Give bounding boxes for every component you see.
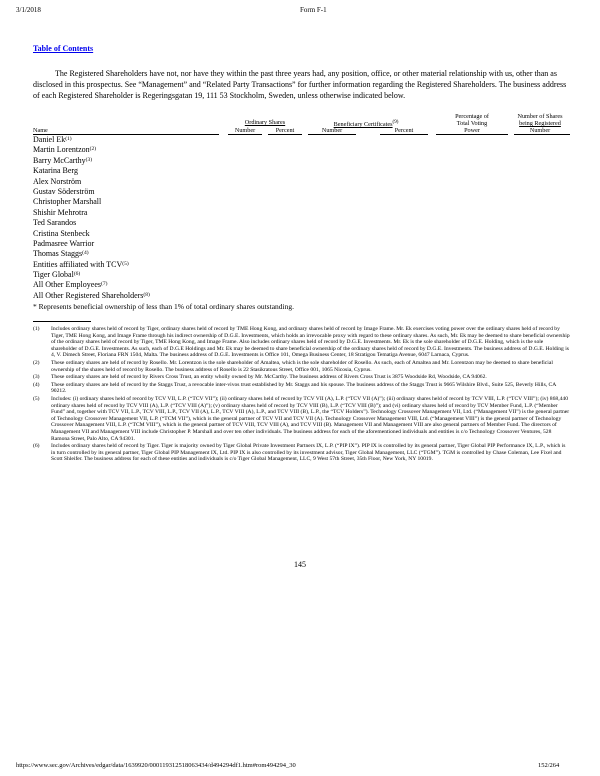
col-header-registered-line3: Number [529, 127, 551, 134]
col-header-registered-line2: being Registered [519, 120, 561, 127]
footnote-ref: (5) [122, 260, 129, 267]
shareholder-name: Christopher Marshall [33, 197, 102, 207]
footnote-item [33, 443, 570, 463]
footnote-ref: (3) [85, 156, 93, 163]
footnote-mark: (6) [33, 443, 40, 450]
group-header-bc-footnote: (9) [392, 120, 399, 125]
table-row [33, 134, 150, 144]
shareholder-name: Padmasree Warrior [33, 238, 95, 248]
footnote-mark: (5) [33, 395, 40, 402]
footnote-ref: (8) [143, 291, 150, 298]
header-rule-voting-power [436, 134, 508, 135]
page-number: 145 [294, 560, 306, 569]
shareholder-name: Cristina Stenbeck [33, 228, 90, 238]
footnote-item [33, 396, 570, 442]
beneficial-ownership-note: * Represents beneficial ownership of less than 1% of total ordinary shares outstanding. [33, 302, 294, 311]
footnote-text: These ordinary shares are held of record by the Staggs Trust, a revocable inter-vivos trust established by Mr. Staggs and his spouse. The business address of the Staggs Trust is 9665 Wilshire Blvd., Suite 525, Beverly Hills, CA 90212. [51, 381, 557, 395]
footnote-mark: (4) [33, 381, 40, 388]
shareholder-name: Ted Sarandos [33, 218, 77, 228]
col-header-voting-line1: Percentage of [455, 113, 489, 120]
shareholder-name: Daniel Ek [33, 135, 66, 144]
table-row [33, 165, 150, 175]
col-header-name: Name [33, 127, 48, 134]
shareholder-name: All Other Employees [33, 280, 101, 290]
col-header-voting-line2: Total Voting [456, 120, 488, 127]
footnote-ref: (2) [89, 146, 97, 153]
table-row [33, 155, 150, 165]
table-row [33, 290, 150, 300]
shareholder-name: Gustav Söderström [33, 186, 95, 196]
col-header-bc-percent: Percent [394, 127, 414, 134]
footnotes [33, 326, 570, 464]
footnote-mark: (3) [33, 374, 40, 381]
table-row [33, 196, 150, 206]
col-header-ordinary-number: Number [234, 127, 256, 134]
footer-url: https://www.sec.gov/Archives/edgar/data/1639920/000119312518063434/d494294df1.htm#rom494294_30 [16, 762, 296, 769]
col-header-voting-power [436, 113, 508, 134]
footnote-ref: (4) [82, 250, 89, 257]
col-header-ordinary-percent: Percent [275, 127, 295, 134]
footnote-ref: (7) [100, 281, 108, 288]
footnote-text: Includes: (i) ordinary shares held of record by TCV VII, L.P. (“TCV VII”); (ii) ordinary shares held of record by TCV VII (A), L.P. (“TCV VII (A)”); (iii) ordinary shares held of record by TCV VIII, L.P. (“TCV VIII”); (iv) 868,440 ordinary shares held of record by TCV VIII (A), L.P. (“TCV VIII (A)”); (v) ordinary shares held of record by TCV VIII (B), L.P. (“TCV VIII (B)”); and (vi) ordinary shares held of record by TCV Member Fund, L.P. (“Member Fund” and, together with TCV VII, L.P., TCV VIII, L.P., TCV VII (A), L.P., TCV VIII (A), L.P., and TCV VIII (B), L.P., the “TCV Holders”). Technology Crossover Management VII, Ltd. (“Management VII”) is the general partner of Technology Crossover Management VII, L.P. (“TCM VII”), which is the general partner of TCV VII and TCV VII (A). Technology Crossover Management VIII, Ltd. (“Management VIII”) is the general partner of Technology Crossover Management VIII, L.P. (“TCM VIII”), which is the general partner of TCV VIII, TCV VIII (A), and TCV VIII (B). Management VII and Management VIII are also general partners of Member Fund. The directors of Management VII and Management VIII include Christopher P. Marshall and over ten other individuals. The business address for each of the aforementioned individuals and entities is c/o Technology Crossover Ventures, 528 Ramona Street, Palo Alto, CA 94301. [51, 395, 570, 442]
footnote-text: These ordinary shares are held of record by Rivers Cross Trust, an entity wholly owned by Mr. McCarthy. The business address of Rivers Cross Trust is 3875 Woodside Rd, Woodside, CA 94062. [51, 374, 487, 381]
group-header-bc-label: Beneficiary Certificates [333, 121, 393, 129]
footnote-text: Includes ordinary shares held of record by Tiger, ordinary shares held of record by TME Hong Kong, and ordinary shares held of record by Image Frame. Mr. Ek exercises voting power over the ordinary shares held of record by Tiger, TME Hong Kong, and Image Frame through his indirect ownership of D.G.E. Investments, which holds an irrevocable proxy with regard to these ordinary shares. As such, Mr. Ek may be deemed to share beneficial ownership of the ordinary shares held of record by Tiger, TME Hong Kong, and Image Frame. Also includes ordinary shares held of record by D.G.E. Investments. Mr. Ek is the sole shareholder of D.G.E. Holding, which is the sole shareholder of D.G.E. Investments. As such, each of D.G.E Holdings and Mr. Ek may be deemed to share beneficial ownership of the ordinary shares held of record by D.G.E. Investments. The business address of D.G.E. Holding is 4, V. Dimech Street, Floriana FRN 1504, Malta. The business address of D.G.E. Investments is Office 101, Omega Business Center, 18 Stratigou Tematiga Avenue, 6047 Larnaca, Cyprus. [51, 326, 570, 359]
footnote-text: These ordinary shares are held of record by Rosello. Mr. Lorentzon is the sole shareholder of Amaltea, which is the sole shareholder of Rosello. As such, each of Amaltea and Mr. Lorentzon may be deemed to share beneficial ownership of the shares held of record by Rosello. The business address of Rosello is 22 Stasikratous Street, Office 001, 1065 Nicosia, Cyprus. [51, 359, 553, 373]
table-row [33, 269, 150, 279]
header-rule-ordinary-number [228, 134, 262, 135]
table-row [33, 259, 150, 269]
table-row [33, 238, 150, 248]
shareholder-list [33, 134, 150, 300]
group-header-ordinary-shares: Ordinary Shares [244, 119, 286, 126]
footnote-mark: (1) [33, 326, 40, 332]
shareholder-name: Tiger Global [33, 270, 74, 280]
header-rule-registered [514, 134, 570, 135]
col-header-registered-line1: Number of Shares [517, 113, 563, 120]
footnote-mark: (2) [33, 359, 40, 366]
header-rule-bc-percent [380, 134, 428, 135]
shareholder-name: All Other Registered Shareholders [33, 290, 144, 300]
intro-paragraph: The Registered Shareholders have not, nor have they within the past three years had, any position, office, or other material relationship with us, other than as disclosed in this prospectus. See “Management” and “Related Party Transactions” for further information regarding the Registered Shareholders. The business address of each Registered Shareholder is Regeringsgatan 19, 111 53 Stockholm, Sweden, unless otherwise indicated below. [33, 69, 567, 100]
col-header-registered [510, 113, 570, 134]
shareholder-name: Shishir Mehrotra [33, 207, 88, 217]
table-row [33, 279, 150, 289]
table-row [33, 248, 150, 258]
print-title: Form F-1 [300, 6, 327, 14]
footnote-divider [33, 321, 91, 322]
footnote-item [33, 382, 570, 395]
col-header-voting-line3: Power [464, 127, 480, 134]
footnote-item [33, 374, 570, 381]
table-row [33, 186, 150, 196]
shareholder-name: Alex Norström [33, 176, 82, 186]
footnote-text: Includes ordinary shares held of record by Tiger. Tiger is majority owned by Tiger Global Private Investment Partners IX, L.P. (“PIP IX”). PIP IX is controlled by its general partner, Tiger Global PIP Performance IX, L.P., which is in turn controlled by its general partner, Tiger Global PIP Management IX, Ltd. PIP IX is also controlled by its investment advisor, Tiger Global Management, LLC (“TGM”). TGM is controlled by Chase Coleman, Lee Fixel and Scott Shleifer. The business address for each of these entities and individuals is c/o Tiger Global Management, LLC, 9 West 57th Street, 35th Floor, New York, NY 10019. [51, 443, 566, 463]
table-row [33, 228, 150, 238]
footnote-ref: (6) [73, 271, 81, 278]
header-rule-ordinary-percent [268, 134, 302, 135]
shareholder-name: Entities affiliated with TCV [33, 259, 123, 269]
footer-page-count: 152/264 [538, 762, 560, 769]
table-row [33, 217, 150, 227]
shareholder-name: Katarina Berg [33, 166, 78, 176]
footnote-ref: (1) [65, 136, 72, 142]
print-date: 3/1/2018 [16, 6, 41, 14]
shareholder-name: Martin Lorentzon [33, 145, 90, 155]
col-header-bc-number: Number [321, 127, 343, 134]
shareholder-name: Thomas Staggs [33, 249, 83, 259]
header-rule-bc-number [308, 134, 356, 135]
table-row [33, 207, 150, 217]
shareholder-name: Barry McCarthy [33, 155, 86, 165]
table-of-contents-link[interactable]: Table of Contents [33, 44, 94, 53]
table-row [33, 144, 150, 154]
footnote-item [33, 326, 570, 359]
table-row [33, 176, 150, 186]
footnote-item [33, 360, 570, 373]
